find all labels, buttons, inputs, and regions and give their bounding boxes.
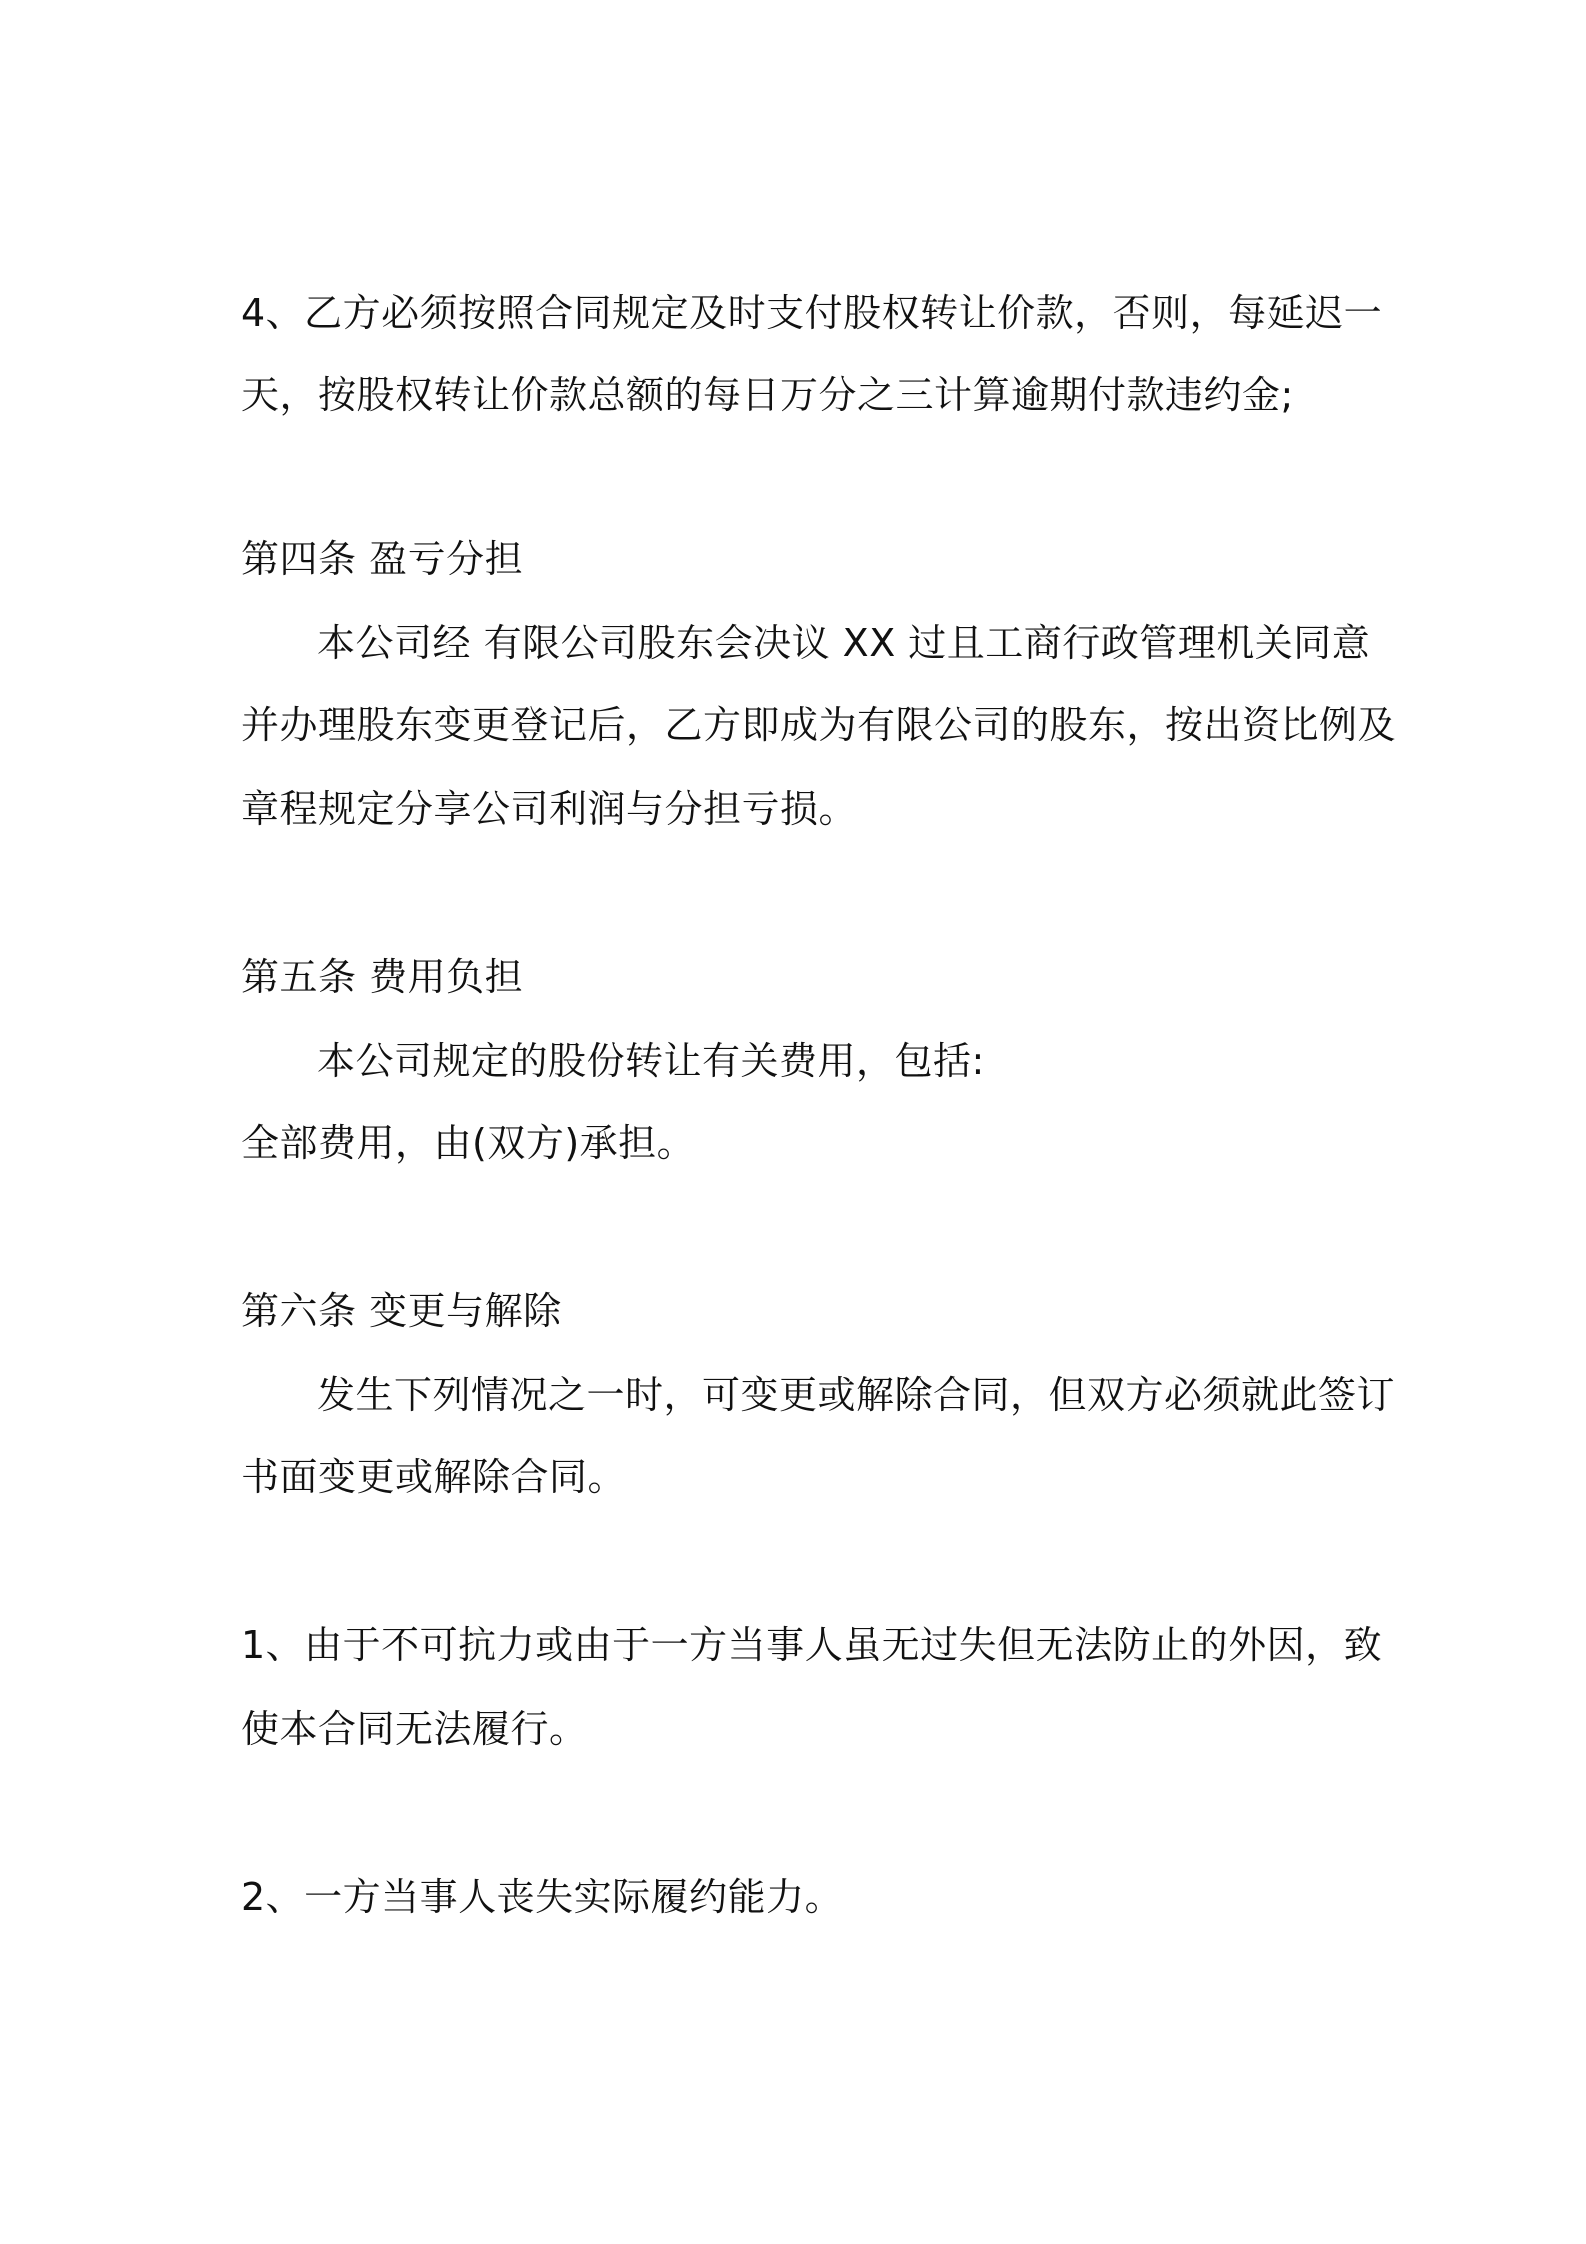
article6-clause2-line1: 2、一方当事人丧失实际履约能力。	[241, 1875, 844, 1919]
article5-line1: 本公司规定的股份转让有关费用，包括:	[317, 1039, 985, 1083]
article6-heading: 第六条 变更与解除	[241, 1289, 562, 1333]
article4-heading: 第四条 盈亏分担	[241, 537, 524, 581]
article5-line2: 全部费用，由(双方)承担。	[241, 1121, 696, 1165]
article6-clause1-line1: 1、由于不可抗力或由于一方当事人虽无过失但无法防止的外因，致	[241, 1623, 1383, 1667]
article6-line1: 发生下列情况之一时，可变更或解除合同，但双方必须就此签订	[317, 1373, 1396, 1417]
article4-line1: 本公司经 有限公司股东会决议 XX 过且工商行政管理机关同意	[317, 621, 1371, 665]
article5-heading: 第五条 费用负担	[241, 955, 524, 999]
article6-clause1-line2: 使本合同无法履行。	[241, 1707, 588, 1751]
item4-line1: 4、乙方必须按照合同规定及时支付股权转让价款，否则，每延迟一	[241, 291, 1383, 335]
article4-line3: 章程规定分享公司利润与分担亏损。	[241, 787, 858, 831]
item4-line2: 天，按股权转让价款总额的每日万分之三计算逾期付款违约金;	[241, 373, 1294, 417]
article4-line2: 并办理股东变更登记后，乙方即成为有限公司的股东，按出资比例及	[241, 703, 1397, 747]
article6-line2: 书面变更或解除合同。	[241, 1455, 627, 1499]
